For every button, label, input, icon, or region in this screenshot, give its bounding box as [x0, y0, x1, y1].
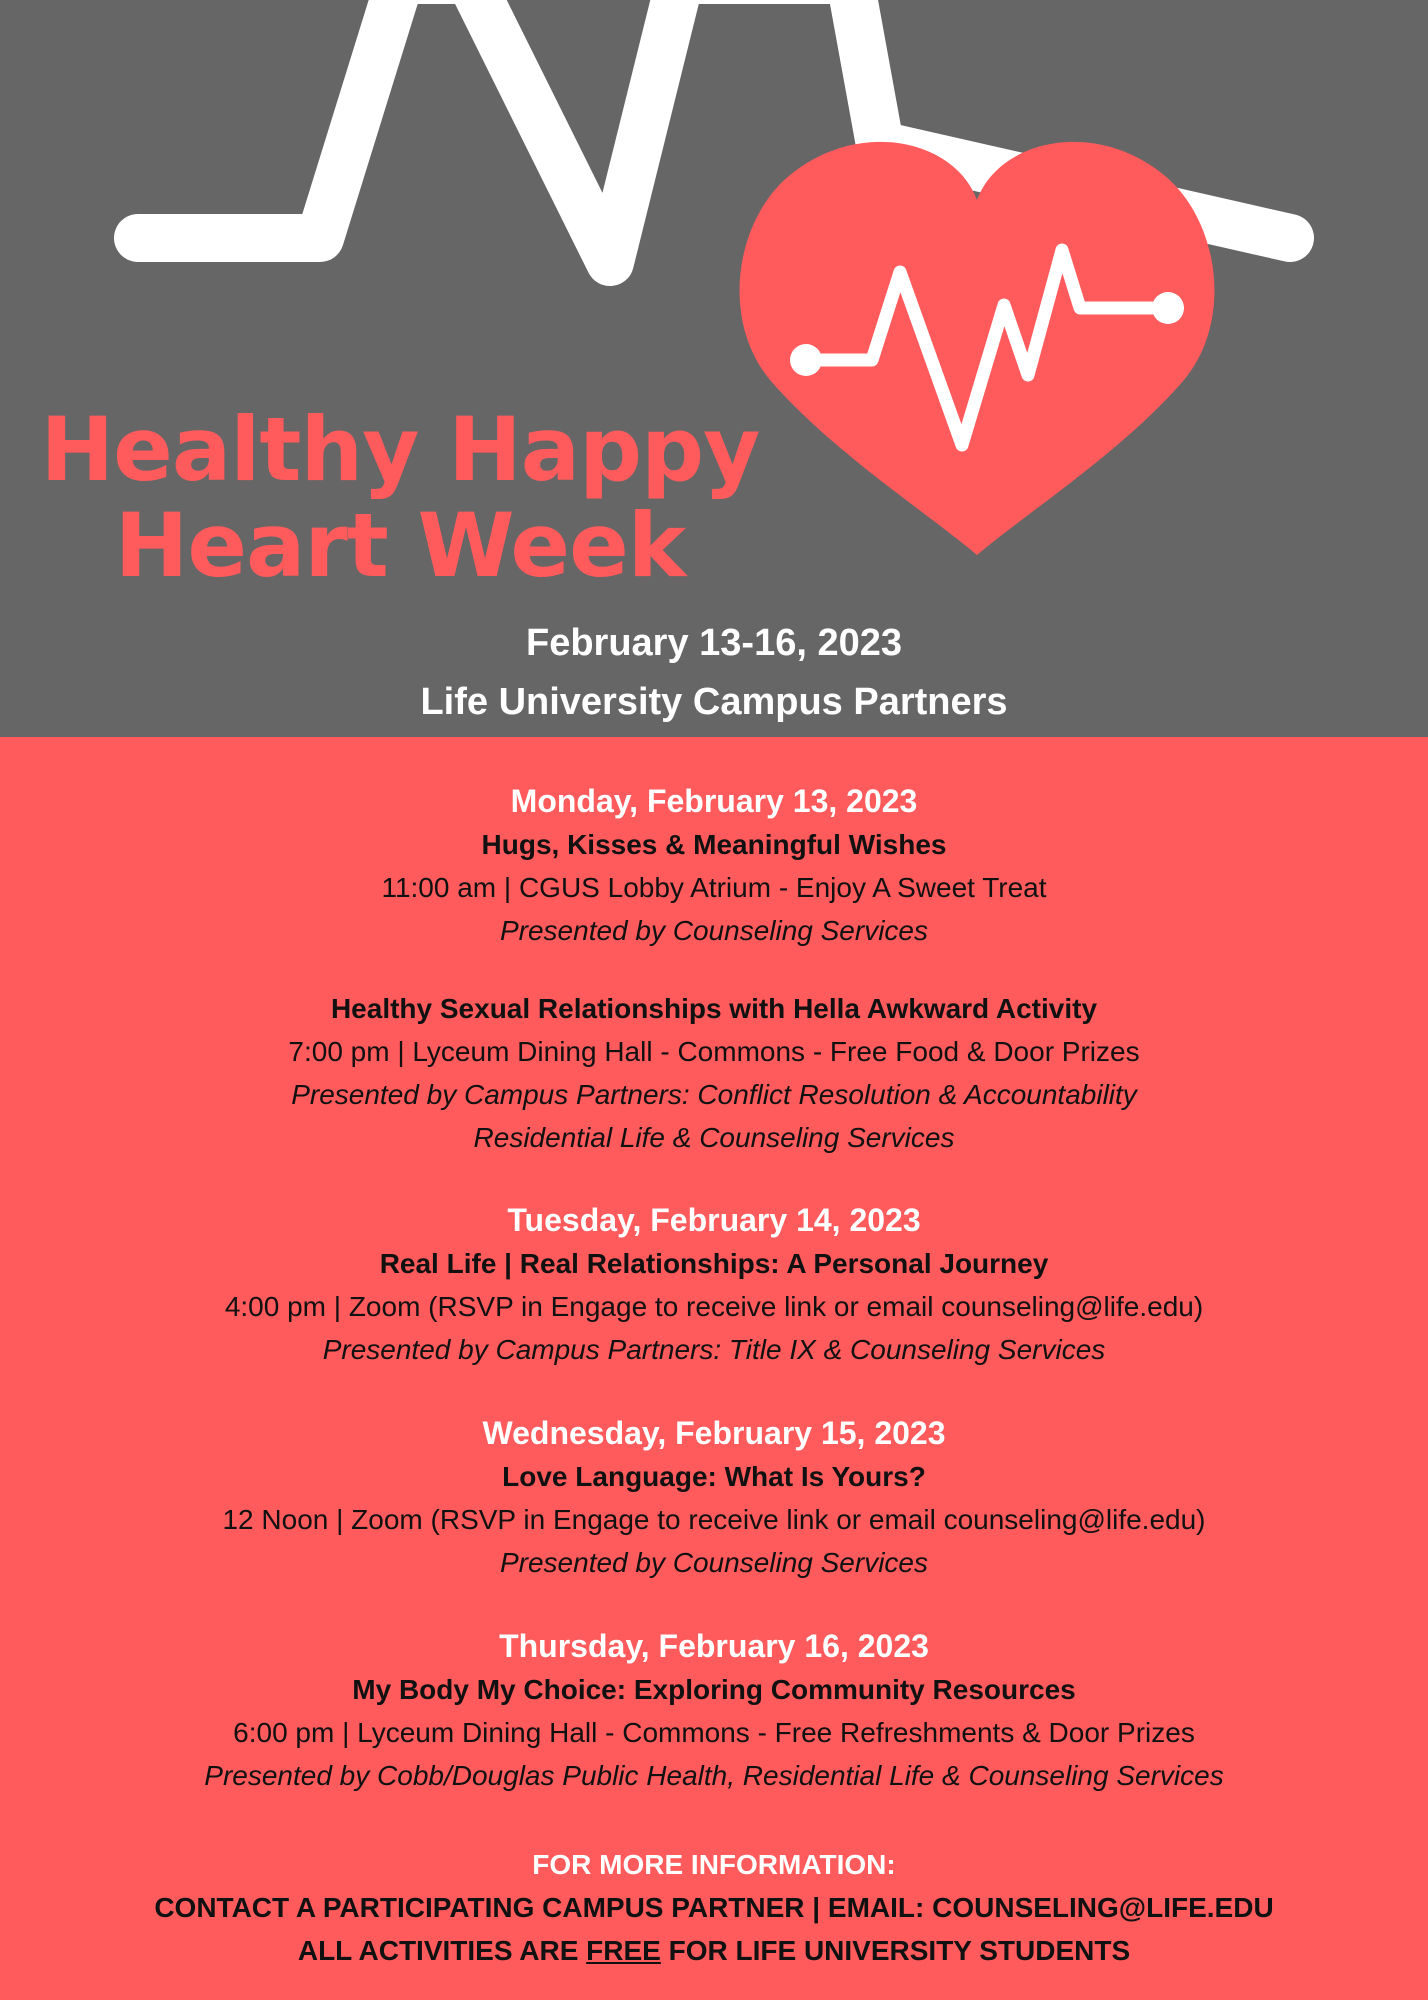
day-heading: Monday, February 13, 2023: [510, 783, 918, 819]
schedule-day-monday: [0, 780, 1428, 952]
event-details: 4:00 pm | Zoom (RSVP in Engage to receive link or email counseling@life.edu): [224, 1291, 1204, 1322]
event-title: Healthy Sexual Relationships with Hella Awkward Activity: [330, 993, 1098, 1024]
event-details: 6:00 pm | Lyceum Dining Hall - Commons - Free Refreshments & Door Prizes: [233, 1717, 1195, 1748]
event-details: 7:00 pm | Lyceum Dining Hall - Commons - Free Food & Door Prizes: [288, 1036, 1140, 1067]
event-details: 11:00 am | CGUS Lobby Atrium - Enjoy A Sweet Treat: [381, 872, 1047, 903]
event-title: Love Language: What Is Yours?: [502, 1461, 926, 1492]
event-details: 12 Noon | Zoom (RSVP in Engage to receive link or email counseling@life.edu): [222, 1504, 1206, 1535]
footer-note-before: ALL ACTIVITIES ARE: [297, 1935, 587, 1966]
event-title: My Body My Choice: Exploring Community Resources: [352, 1674, 1076, 1705]
event-title-line-1: Healthy Happy: [40, 398, 760, 501]
event-title: Real Life | Real Relationships: A Personal Journey: [379, 1248, 1049, 1279]
event-presenter: Presented by Counseling Services: [499, 1547, 928, 1578]
day-heading: Tuesday, February 14, 2023: [507, 1202, 921, 1238]
event-presenter: Presented by Campus Partners: Title IX & Counseling Services: [322, 1334, 1106, 1365]
event-presenter: Presented by Cobb/Douglas Public Health, Residential Life & Counseling Services: [204, 1760, 1224, 1791]
day-heading: Thursday, February 16, 2023: [499, 1628, 929, 1664]
more-info-footer: [0, 1843, 1428, 1972]
event-title: Hugs, Kisses & Meaningful Wishes: [481, 829, 947, 860]
organizer-name: Life University Campus Partners: [420, 681, 1008, 723]
schedule-event-monday-evening: [0, 987, 1428, 1159]
event-presenter: Presented by Counseling Services: [499, 915, 928, 946]
event-presenter: Residential Life & Counseling Services: [473, 1122, 955, 1153]
footer-contact: CONTACT A PARTICIPATING CAMPUS PARTNER | EMAIL: COUNSELING@LIFE.EDU: [154, 1892, 1274, 1923]
pulse-end-dot-icon: [1152, 292, 1184, 324]
schedule-day-wednesday: [0, 1412, 1428, 1584]
day-heading: Wednesday, February 15, 2023: [482, 1415, 946, 1451]
pulse-start-dot-icon: [790, 344, 822, 376]
footer-heading: FOR MORE INFORMATION:: [532, 1849, 896, 1880]
schedule-day-thursday: [0, 1625, 1428, 1797]
event-title-line-2: Heart Week: [114, 494, 686, 597]
footer-note-after: FOR LIFE UNIVERSITY STUDENTS: [660, 1935, 1131, 1966]
header-banner: [0, 0, 1428, 737]
footer-note-free: FREE: [586, 1935, 661, 1966]
event-date-range: February 13-16, 2023: [525, 622, 902, 664]
footer-note: [0, 1929, 1428, 1972]
event-presenter: Presented by Campus Partners: Conflict Resolution & Accountability: [291, 1079, 1137, 1110]
schedule-day-tuesday: [0, 1199, 1428, 1371]
